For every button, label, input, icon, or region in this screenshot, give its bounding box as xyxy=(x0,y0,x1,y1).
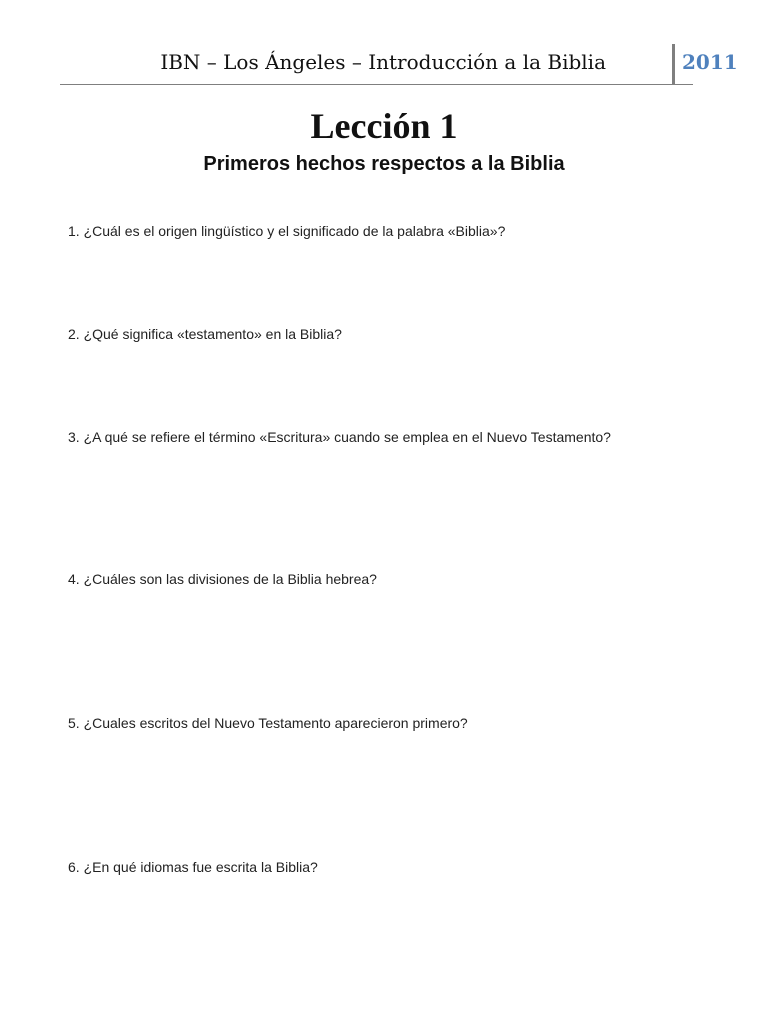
lesson-subtitle: Primeros hechos respectos a la Biblia xyxy=(203,153,565,175)
header-title: IBN – Los Ángeles – Introducción a la Biblia xyxy=(160,50,606,74)
header-year: 2011 xyxy=(682,50,738,74)
question-2: 2. ¿Qué significa «testamento» en la Biblia? xyxy=(68,326,342,342)
lesson-title: Lección 1 xyxy=(310,106,458,146)
question-6: 6. ¿En qué idiomas fue escrita la Biblia? xyxy=(68,859,318,875)
question-4: 4. ¿Cuáles son las divisiones de la Biblia hebrea? xyxy=(68,571,377,587)
question-1: 1. ¿Cuál es el origen lingüístico y el significado de la palabra «Biblia»? xyxy=(68,223,506,239)
question-5: 5. ¿Cuales escritos del Nuevo Testamento aparecieron primero? xyxy=(68,715,468,731)
question-3: 3. ¿A qué se refiere el término «Escritura» cuando se emplea en el Nuevo Testamento? xyxy=(68,429,611,445)
page-header xyxy=(60,44,738,85)
header-divider xyxy=(672,44,675,84)
